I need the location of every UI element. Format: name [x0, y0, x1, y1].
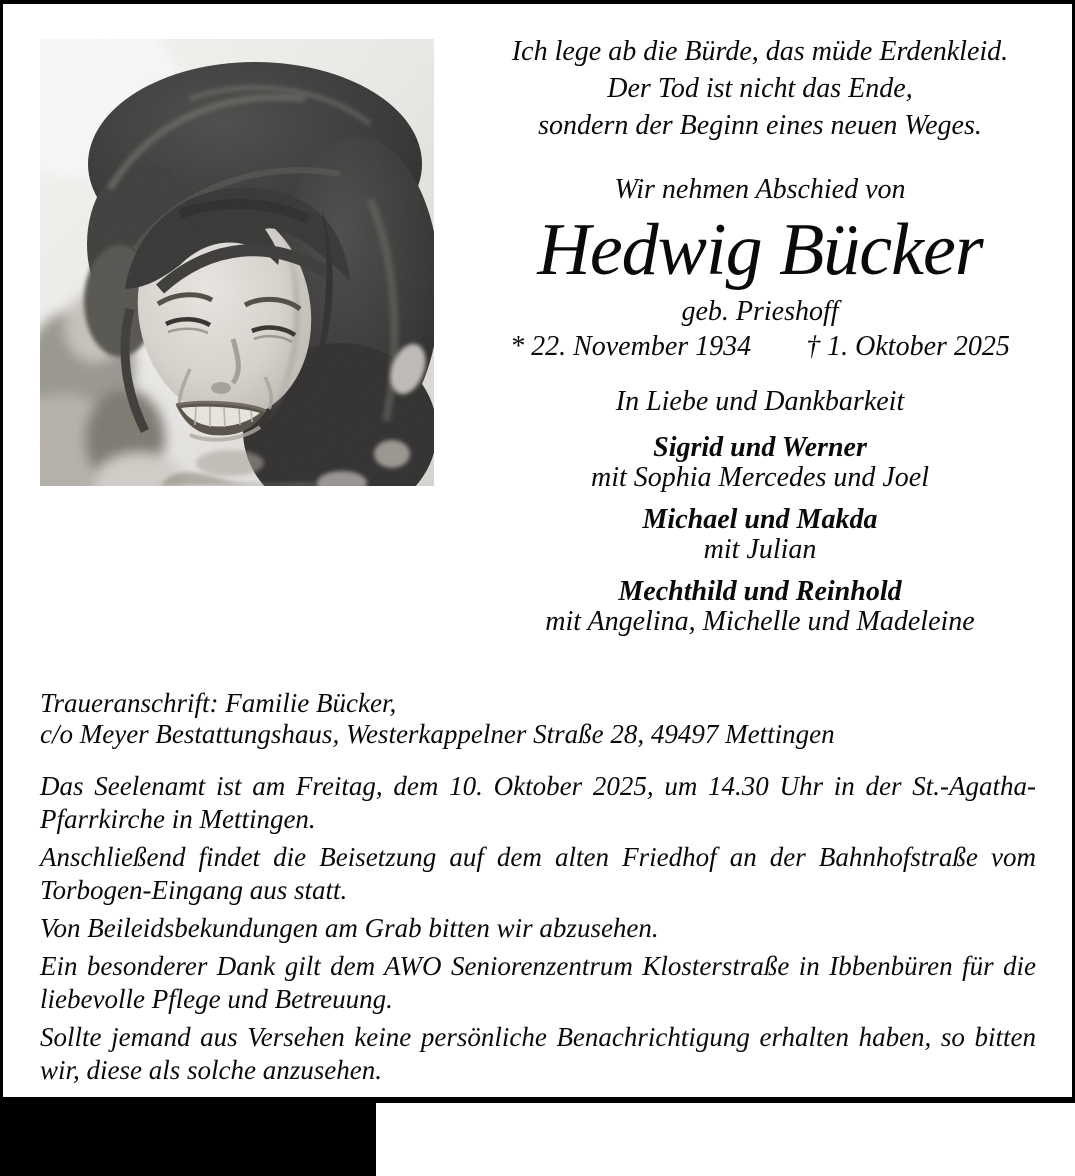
- paragraph-seelenamt: Das Seelenamt ist am Freitag, dem 10. Oktober 2025, um 14.30 Uhr in der St.-Agatha-Pfarrkirche in Mettingen.: [40, 771, 1036, 834]
- mourner-names: Michael und Makda: [642, 504, 878, 535]
- maiden-name: geb. Prieshoff: [681, 296, 839, 327]
- frame-border-left: [0, 0, 3, 1101]
- paragraph-beileid: Von Beileidsbekundungen am Grab bitten wir abzusehen.: [40, 913, 659, 943]
- address-line-2: c/o Meyer Bestattungshaus, Westerkappelner Straße 28, 49497 Mettingen: [40, 719, 835, 749]
- paragraph-dank: Ein besonderer Dank gilt dem AWO Seniorenzentrum Klosterstraße in Ibbenbüren für die liebevolle Pflege und Betreuung.: [40, 951, 1036, 1014]
- mourner-children: mit Angelina, Michelle und Madeleine: [545, 606, 975, 637]
- frame-border-top: [0, 0, 1075, 4]
- mourner-children: mit Sophia Mercedes und Joel: [591, 462, 929, 493]
- epigraph-line-3: sondern der Beginn eines neuen Weges.: [538, 110, 982, 141]
- deceased-name: Hedwig Bücker: [537, 209, 983, 291]
- farewell-text: Wir nehmen Abschied von: [614, 174, 906, 205]
- mourner-names: Sigrid und Werner: [653, 432, 867, 463]
- mourner-group: [450, 433, 1070, 493]
- death-date: † 1. Oktober 2025: [806, 331, 1010, 362]
- paragraph-beisetzung: Anschließend findet die Beisetzung auf dem alten Friedhof an der Bahnhofstraße vom Torbogen-Eingang aus statt.: [40, 842, 1036, 905]
- paragraph-benachrichtigung: Sollte jemand aus Versehen keine persönliche Benachrichtigung erhalten haben, so bitten wir, diese als solche anzusehen.: [40, 1022, 1036, 1085]
- dedication-text: In Liebe und Dankbarkeit: [615, 386, 905, 417]
- birth-date: * 22. November 1934: [510, 331, 752, 362]
- portrait-photo-illustration: [40, 39, 434, 486]
- life-dates: [450, 329, 1070, 365]
- mourner-names: Mechthild und Reinhold: [618, 576, 902, 607]
- portrait-photo: [40, 39, 434, 486]
- mourner-group: [450, 577, 1070, 637]
- mourner-group: [450, 505, 1070, 565]
- notice-right-column: [450, 33, 1070, 637]
- address-line-1: Traueranschrift: Familie Bücker,: [40, 688, 397, 718]
- mourner-children: mit Julian: [703, 534, 817, 565]
- epigraph-line-2: Der Tod ist nicht das Ende,: [607, 73, 913, 104]
- bottom-left-black-block: [0, 1100, 376, 1176]
- notice-details-block: [40, 688, 1036, 1087]
- epigraph-line-1: Ich lege ab die Bürde, das müde Erdenkleid.: [511, 36, 1009, 67]
